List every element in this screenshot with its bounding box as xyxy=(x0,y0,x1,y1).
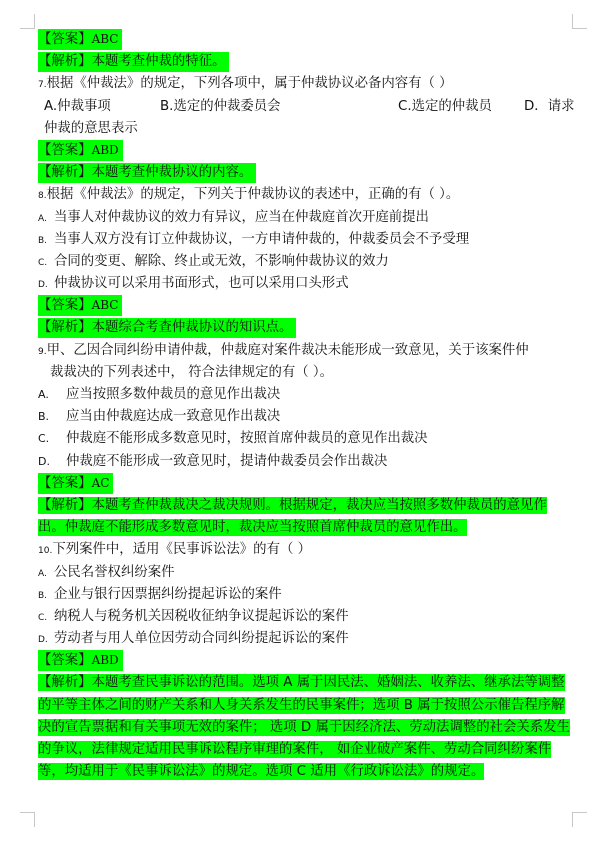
answer-highlight xyxy=(38,473,113,494)
option-letter: B. xyxy=(38,590,48,601)
answer-highlight xyxy=(38,650,123,671)
question-text: 下列案件中，适用《民事诉讼法》的有（ ） xyxy=(52,542,312,558)
page-corner-mark xyxy=(20,812,35,827)
option-letter: A. xyxy=(38,388,49,401)
option-letter: B. xyxy=(38,235,48,246)
page-corner-mark xyxy=(20,14,35,29)
option-letter: A. xyxy=(38,568,47,579)
analysis-text: 本题考查仲裁协议的内容。 xyxy=(91,165,253,181)
option-line xyxy=(38,384,572,406)
option-line xyxy=(38,406,572,428)
option-text: 应当由仲裁庭达成一致意见作出裁决 xyxy=(66,409,281,425)
answer-line xyxy=(38,650,572,672)
label-tag: 【答案】 xyxy=(38,653,92,669)
page-corner-mark xyxy=(572,812,587,827)
page-corner-mark xyxy=(572,14,587,29)
analysis-highlight xyxy=(38,497,547,536)
option-letter: D. xyxy=(38,454,50,468)
option-letter: D. xyxy=(38,280,48,291)
option-letter: C. xyxy=(38,432,50,446)
answer-value: AC xyxy=(91,475,110,490)
answer-highlight xyxy=(38,295,122,316)
option-line xyxy=(38,628,572,650)
option-text: 当事人对仲裁协议的效力有异议，应当在仲裁庭首次开庭前提出 xyxy=(54,209,429,225)
option-line xyxy=(38,606,572,628)
question-number: 7. xyxy=(38,80,47,91)
label-tag: 【解析】 xyxy=(38,320,92,336)
answer-line xyxy=(38,473,572,495)
option-letter: C. xyxy=(38,257,48,268)
analysis-paragraph xyxy=(38,495,572,539)
option-a: A.仲裁事项 xyxy=(44,98,111,114)
option-line xyxy=(38,273,572,295)
option-d-cont: 仲裁的意思表示 xyxy=(44,120,138,136)
answer-value: ABC xyxy=(91,32,119,46)
options-row-continued xyxy=(38,118,572,140)
answer-line xyxy=(38,295,572,317)
option-text: 纳税人与税务机关因税收征纳争议提起诉讼的案件 xyxy=(54,608,349,624)
option-line xyxy=(38,229,572,251)
option-line xyxy=(38,251,572,273)
analysis-line xyxy=(38,51,572,73)
option-c: C.选定的仲裁员 xyxy=(398,98,492,114)
question-text: 甲、乙因合同纠纷申请仲裁，仲裁庭对案件裁决未能形成一致意见，关于该案件仲 xyxy=(46,342,529,358)
option-text: 劳动者与用人单位因劳动合同纠纷提起诉讼的案件 xyxy=(54,631,349,647)
label-tag: 【答案】 xyxy=(38,475,92,491)
analysis-line xyxy=(38,317,572,339)
analysis-text: 本题考查仲裁裁决之裁决规则。根据规定，裁决应当按照多数仲裁员的意见作出。仲裁庭不能形成多数意见时，裁决应当按照首席仲裁员的意见作出。 xyxy=(38,497,547,536)
options-row xyxy=(38,96,575,118)
analysis-text: 本题考查仲裁的特征。 xyxy=(91,54,226,70)
analysis-highlight xyxy=(38,163,256,183)
label-tag: 【解析】 xyxy=(38,675,92,691)
option-line xyxy=(38,207,572,229)
question-text: 裁裁决的下列表述中， 符合法律规定的有（ ）。 xyxy=(50,364,334,380)
question-line xyxy=(38,184,572,206)
answer-highlight xyxy=(38,140,123,161)
document-body xyxy=(38,29,575,783)
option-line xyxy=(38,584,572,606)
analysis-highlight xyxy=(38,318,296,338)
label-tag: 【答案】 xyxy=(38,142,92,158)
question-continuation xyxy=(38,362,572,384)
analysis-paragraph xyxy=(38,672,572,783)
question-number: 9. xyxy=(38,346,47,357)
label-tag: 【答案】 xyxy=(38,32,92,47)
option-text: 应当按照多数仲裁员的意见作出裁决 xyxy=(66,387,281,402)
analysis-line xyxy=(38,162,572,184)
option-line xyxy=(38,451,572,473)
option-text: 合同的变更、解除、终止或无效，不影响仲裁协议的效力 xyxy=(54,253,389,269)
question-line xyxy=(38,73,572,95)
option-text: 仲裁庭不能形成一致意见时，提请仲裁委员会作出裁决 xyxy=(66,453,388,469)
answer-value: ABC xyxy=(91,298,119,313)
option-text: 仲裁庭不能形成多数意见时，按照首席仲裁员的意见作出裁决 xyxy=(66,431,428,447)
option-text: 仲裁协议可以采用书面形式，也可以采用口头形式 xyxy=(54,276,349,292)
answer-value: ABD xyxy=(91,653,119,668)
analysis-highlight xyxy=(38,674,570,780)
question-line xyxy=(38,340,572,362)
question-text: 根据《仲裁法》的规定，下列各项中，属于仲裁协议必备内容有（ ） xyxy=(46,76,453,92)
label-tag: 【解析】 xyxy=(38,54,92,70)
option-letter: D. xyxy=(38,635,48,646)
question-text: 根据《仲裁法》的规定，下列关于仲裁协议的表述中，正确的有（ ）。 xyxy=(46,187,460,203)
option-letter: A. xyxy=(38,213,47,224)
answer-value: ABD xyxy=(91,142,119,157)
option-letter: B. xyxy=(38,410,50,424)
option-line xyxy=(38,562,572,584)
option-text: 企业与银行因票据纠纷提起诉讼的案件 xyxy=(54,586,282,602)
option-letter: C. xyxy=(38,612,48,623)
question-number: 8. xyxy=(38,191,47,202)
label-tag: 【解析】 xyxy=(38,165,92,181)
option-b: B.选定的仲裁委员会 xyxy=(160,98,281,114)
option-text: 公民名誉权纠纷案件 xyxy=(54,564,175,580)
option-d1: D．请求 xyxy=(524,98,575,114)
option-text: 当事人双方没有订立仲裁协议，一方申请仲裁的，仲裁委员会不予受理 xyxy=(54,231,470,247)
analysis-text: 本题综合考查仲裁协议的知识点。 xyxy=(91,320,293,336)
question-number: 10. xyxy=(38,546,53,557)
answer-line xyxy=(38,29,572,51)
label-tag: 【答案】 xyxy=(38,298,92,314)
question-line xyxy=(38,539,572,561)
analysis-text: 本题考查民事诉讼的范围。选项 A 属于因民法、婚姻法、收养法、继承法等调整的平等主体之间的财产关系和人身关系发生的民事案件；选项 B 属于按照公示催告程序解决的宣告票据和有关事项无效的案件； 选项 D 属于因经济法、劳动法调整的社会关系发生的争议，法律规定适用民事诉讼程序审理的案件， 如企业破产案件、劳动合同纠纷案件等，均适用于《民事诉讼法》的规定。选项 C 适用《行政诉讼法》的规定。 xyxy=(38,675,570,780)
answer-line xyxy=(38,140,572,162)
option-line xyxy=(38,428,572,450)
answer-highlight xyxy=(38,29,122,50)
label-tag: 【解析】 xyxy=(38,497,92,513)
analysis-highlight xyxy=(38,52,229,72)
